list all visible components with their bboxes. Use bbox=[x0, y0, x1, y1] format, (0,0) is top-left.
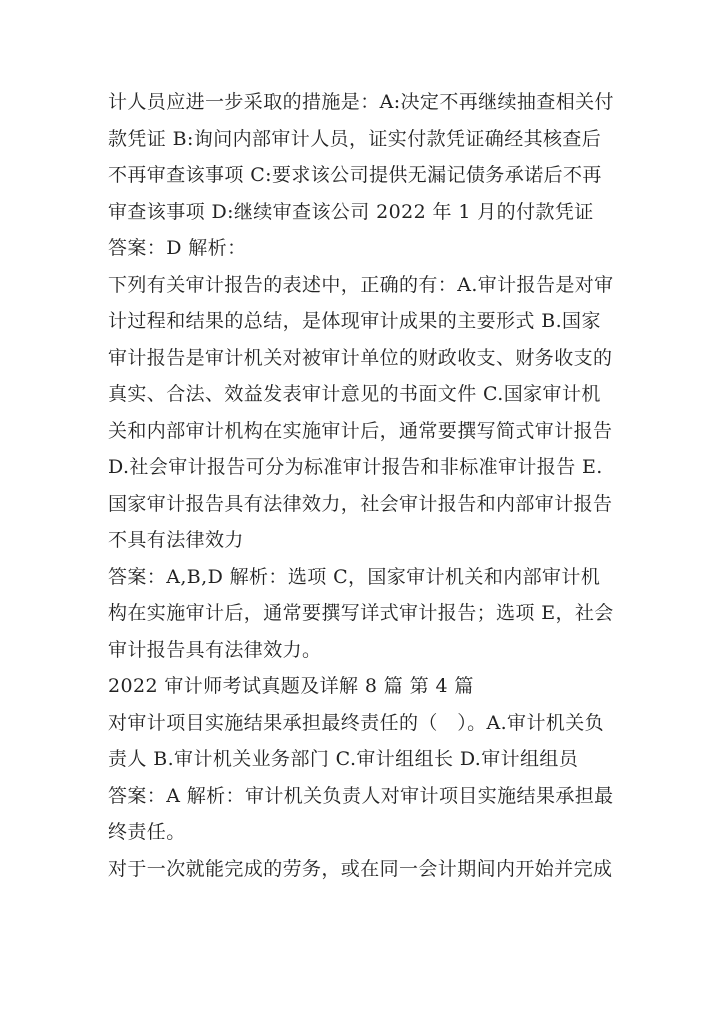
answer-paragraph: 答案：A,B,D 解析：选项 C，国家审计机关和内部审计机构在实施审计后，通常要撰写详式审计报告；选项 E，社会审计报告具有法律效力。 bbox=[108, 565, 614, 661]
question-paragraph: 下列有关审计报告的表述中，正确的有：A.审计报告是对审计过程和结果的总结，是体现审计成果的主要形式 B.国家审计报告是审计机关对被审计单位的财政收支、财务收支的真实、合法、效益发表审计意见的书面文件 C.国家审计机关和内部审计机构在实施审计后，通常要撰写简式审计报告 D.社会审计报告可分为标准审计报告和非标准审计报告 E.国家审计报告具有法律效力，社会审计报告和内部审计报告不具有法律效力 bbox=[108, 273, 614, 551]
question-paragraph: 对审计项目实施结果承担最终责任的（ ）。A.审计机关负责人 B.审计机关业务部门 C.审计组组长 D.审计组组员 bbox=[108, 711, 605, 770]
answer-paragraph: 答案：D 解析： bbox=[108, 237, 247, 259]
answer-paragraph: 答案：A 解析：审计机关负责人对审计项目实施结果承担最终责任。 bbox=[108, 784, 614, 843]
section-heading: 2022 审计师考试真题及详解 8 篇 第 4 篇 bbox=[108, 675, 474, 697]
question-continuation-paragraph: 计人员应进一步采取的措施是：A:决定不再继续抽查相关付款凭证 B:询问内部审计人员，证实付款凭证确经其核查后不再审查该事项 C:要求该公司提供无漏记债务承诺后不再审查该事项 D:继续审查该公司 2022 年 1 月的付款凭证 bbox=[108, 91, 614, 223]
question-paragraph: 对于一次就能完成的劳务，或在同一会计期间内开始并完成 bbox=[108, 857, 613, 880]
document-body bbox=[108, 84, 616, 887]
